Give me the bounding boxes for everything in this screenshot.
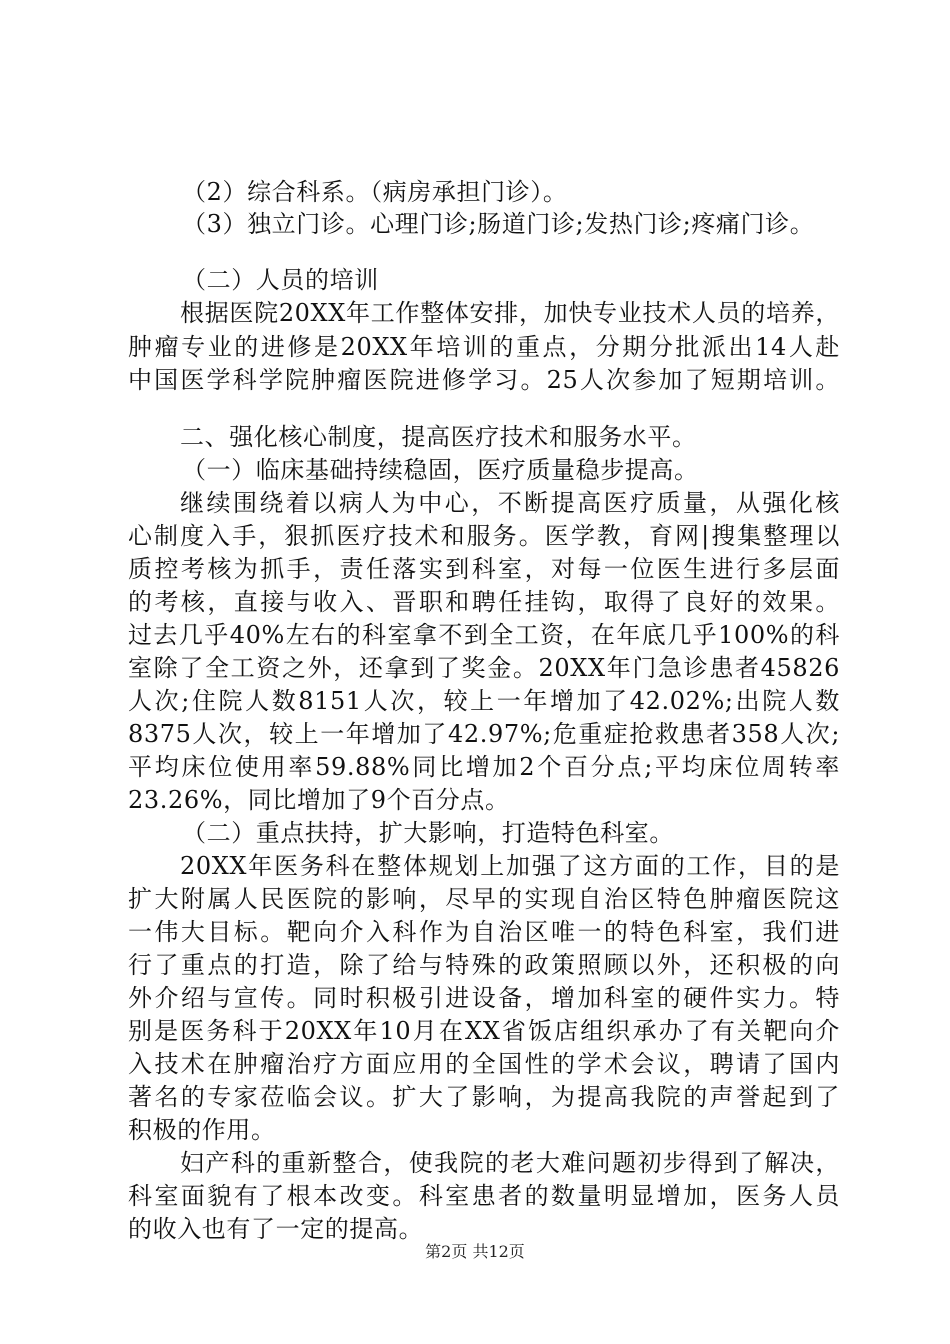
paragraph-line: 心制度入手，狠抓医疗技术和服务。医学教，育网|搜集整理以	[128, 522, 840, 550]
paragraph-line: 质控考核为抓手，责任落实到科室，对每一位医生进行多层面	[128, 555, 840, 583]
paragraph-line: 入技术在肿瘤治疗方面应用的全国性的学术会议，聘请了国内	[128, 1050, 840, 1078]
paragraph-line: 扩大附属人民医院的影响，尽早的实现自治区特色肿瘤医院这	[128, 885, 840, 913]
paragraph-line: 积极的作用。	[128, 1116, 276, 1144]
list-item-3: （3）独立门诊。心理门诊;肠道门诊;发热门诊;疼痛门诊。	[182, 210, 815, 238]
paragraph-line: 8375人次，较上一年增加了42.97%;危重症抢救患者358人次;	[128, 720, 840, 748]
list-item-2: （2）综合科系。（病房承担门诊）。	[182, 178, 568, 206]
paragraph-line: 著名的专家莅临会议。扩大了影响，为提高我院的声誉起到了	[128, 1083, 840, 1111]
paragraph-line: 平均床位使用率59.88%同比增加2个百分点;平均床位周转率	[128, 753, 840, 781]
paragraph-line: 行了重点的打造，除了给与特殊的政策照顾以外，还积极的向	[128, 951, 840, 979]
paragraph-line: 20XX年医务科在整体规划上加强了这方面的工作，目的是	[180, 852, 840, 880]
paragraph-line: 妇产科的重新整合，使我院的老大难问题初步得到了解决，	[180, 1149, 840, 1177]
paragraph-line: 继续围绕着以病人为中心，不断提高医疗质量，从强化核	[180, 489, 840, 517]
section-heading-training: （二）人员的培训	[182, 266, 379, 294]
paragraph-line: 一伟大目标。靶向介入科作为自治区唯一的特色科室，我们进	[128, 918, 840, 946]
paragraph-line: 别是医务科于20XX年10月在XX省饭店组织承办了有关靶向介	[128, 1017, 840, 1045]
paragraph-line: 根据医院20XX年工作整体安排，加快专业技术人员的培养，	[180, 299, 840, 327]
section-heading-core-system: 二、强化核心制度，提高医疗技术和服务水平。	[180, 423, 697, 451]
paragraph-line: 的考核，直接与收入、晋职和聘任挂钩，取得了良好的效果。	[128, 588, 840, 616]
paragraph-line: 的收入也有了一定的提高。	[128, 1215, 424, 1243]
paragraph-line: 室除了全工资之外，还拿到了奖金。20XX年门急诊患者45826	[128, 654, 840, 682]
paragraph-line: 中国医学科学院肿瘤医院进修学习。25人次参加了短期培训。	[128, 366, 840, 394]
subsection-heading-specialty: （二）重点扶持，扩大影响，打造特色科室。	[182, 819, 674, 847]
paragraph-line: 人次;住院人数8151人次，较上一年增加了42.02%;出院人数	[128, 687, 840, 715]
subsection-heading-clinical: （一）临床基础持续稳固，医疗质量稳步提高。	[182, 456, 699, 484]
paragraph-line: 科室面貌有了根本改变。科室患者的数量明显增加，医务人员	[128, 1182, 840, 1210]
paragraph-line: 过去几乎40%左右的科室拿不到全工资，在年底几乎100%的科	[128, 621, 840, 649]
paragraph-line: 23.26%，同比增加了9个百分点。	[128, 786, 510, 814]
paragraph-line: 肿瘤专业的进修是20XX年培训的重点，分期分批派出14人赴	[128, 333, 840, 361]
page-number-footer: 第2页 共12页	[425, 1242, 525, 1261]
paragraph-line: 外介绍与宣传。同时积极引进设备，增加科室的硬件实力。特	[128, 984, 840, 1012]
